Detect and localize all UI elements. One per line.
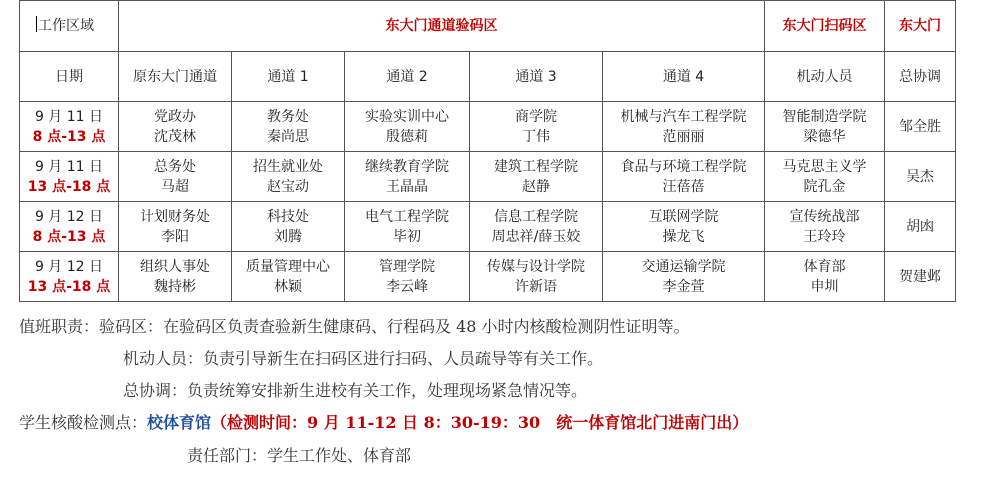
dept-text: 电气工程学院 <box>365 208 449 225</box>
work-area-label-cell[interactable] <box>20 1 119 52</box>
dept-text: 招生就业处 <box>253 158 323 175</box>
table-row <box>20 152 956 202</box>
col-header-original-channel: 原东大门通道 <box>119 52 232 102</box>
dept-text: 建筑工程学院 <box>494 158 578 175</box>
time-text: 8 点-13 点 <box>32 228 106 245</box>
dept-text: 质量管理中心 <box>246 258 330 275</box>
dept-text: 体育部 <box>803 258 846 275</box>
column-header-row <box>20 52 956 102</box>
dept-text: 组织人事处 <box>140 258 210 275</box>
person-text: 汪蓓蓓 <box>662 178 705 195</box>
date-text: 9 月 11 日 <box>34 108 104 125</box>
date-cell <box>20 102 119 152</box>
person-text: 秦尚思 <box>267 128 309 145</box>
date-text: 9 月 11 日 <box>34 158 104 175</box>
duty-line-3: 总协调：负责统筹安排新生进校有关工作，处理现场紧急情况等。 <box>123 381 588 400</box>
dept-text: 科技处 <box>267 208 309 225</box>
person-text: 林颖 <box>274 278 302 295</box>
person-text: 丁伟 <box>522 128 550 145</box>
table-cell <box>765 102 885 152</box>
table-row <box>20 102 956 152</box>
col-header-coordinator: 总协调 <box>885 52 956 102</box>
date-cell <box>20 152 119 202</box>
coordinator-cell: 邹全胜 <box>885 102 956 152</box>
table-cell <box>603 102 765 152</box>
duty-line-2: 机动人员：负责引导新生在扫码区进行扫码、人员疏导等有关工作。 <box>123 349 604 368</box>
table-header-row <box>20 1 956 52</box>
channel-area-header: 东大门通道验码区 <box>119 1 765 52</box>
person-text: 李云峰 <box>386 278 428 295</box>
person-text: 李金萱 <box>662 278 705 295</box>
table-cell <box>345 152 470 202</box>
dept-text: 实验实训中心 <box>365 108 449 125</box>
table-cell <box>345 252 470 302</box>
duty-prefix: 值班职责： <box>19 317 100 336</box>
col-header-channel-2: 通道 2 <box>345 52 470 102</box>
col-header-channel-4: 通道 4 <box>603 52 765 102</box>
dept-text: 宣传统战部 <box>789 208 860 225</box>
dept-text: 食品与环境工程学院 <box>620 158 747 175</box>
duty-schedule-table <box>19 0 956 302</box>
person-text: 操龙飞 <box>662 228 705 245</box>
table-cell <box>470 152 603 202</box>
table-cell <box>470 102 603 152</box>
gate-header: 东大门 <box>885 1 956 52</box>
person-text: 王玲玲 <box>803 228 846 245</box>
responsible-dept-line: 责任部门：学生工作处、体育部 <box>187 446 412 465</box>
dept-text: 继续教育学院 <box>365 158 449 175</box>
table-cell <box>119 202 232 252</box>
person-text: 周忠祥/薛玉姣 <box>491 228 581 245</box>
person-text: 范丽丽 <box>662 128 705 145</box>
coordinator-cell: 贺建邺 <box>885 252 956 302</box>
person-text: 王晶晶 <box>386 178 428 195</box>
table-cell <box>765 202 885 252</box>
time-text: 8 点-13 点 <box>32 128 106 145</box>
dept-text: 交通运输学院 <box>641 258 726 275</box>
col-header-date: 日期 <box>20 52 119 102</box>
coordinator-cell: 胡凼 <box>885 202 956 252</box>
person-text: 梁德华 <box>803 128 846 145</box>
person-text: 赵静 <box>522 178 550 195</box>
table-cell <box>345 102 470 152</box>
date-text: 9 月 12 日 <box>34 208 104 225</box>
table-cell <box>603 252 765 302</box>
dept-text: 商学院 <box>515 108 557 125</box>
dept-text: 计划财务处 <box>140 208 210 225</box>
person-text: 马超 <box>161 178 189 195</box>
table-cell <box>765 152 885 202</box>
person-text: 刘腾 <box>274 228 302 245</box>
date-text: 9 月 12 日 <box>34 258 104 275</box>
table-cell <box>232 152 345 202</box>
person-text: 殷德莉 <box>386 128 428 145</box>
table-cell <box>232 202 345 252</box>
person-text: 李阳 <box>161 228 189 245</box>
table-cell <box>119 152 232 202</box>
test-site-location: 校体育馆 <box>147 413 212 432</box>
table-cell <box>232 252 345 302</box>
duty-line-1 <box>19 314 690 337</box>
table-cell <box>232 102 345 152</box>
time-text: 13 点-18 点 <box>27 278 111 295</box>
person-text: 许新语 <box>515 278 557 295</box>
col-header-channel-3: 通道 3 <box>470 52 603 102</box>
dept-text: 管理学院 <box>379 258 435 275</box>
dept-text: 传媒与设计学院 <box>487 258 585 275</box>
person-text: 毕初 <box>393 228 421 245</box>
col-header-channel-1: 通道 1 <box>232 52 345 102</box>
test-site-detail: （检测时间：9 月 11-12 日 8：30-19：30 统一体育馆北门进南门出） <box>211 413 749 432</box>
time-text: 13 点-18 点 <box>27 178 111 195</box>
table-row <box>20 202 956 252</box>
duty-verify-text: 验码区：在验码区负责查验新生健康码、行程码及 48 小时内核酸检测阴性证明等。 <box>99 317 690 336</box>
person-text: 魏持彬 <box>154 278 196 295</box>
date-cell <box>20 252 119 302</box>
work-area-label: 工作区域 <box>38 18 94 34</box>
table-cell <box>470 202 603 252</box>
table-cell <box>119 252 232 302</box>
dept-text: 总务处 <box>154 158 196 175</box>
person-text: 沈茂林 <box>154 128 196 145</box>
table-cell <box>603 202 765 252</box>
person-text: 院孔金 <box>803 178 846 195</box>
test-site-prefix: 学生核酸检测点： <box>19 413 148 432</box>
table-cell <box>345 202 470 252</box>
person-text: 申圳 <box>810 278 839 295</box>
table-cell <box>119 102 232 152</box>
table-cell <box>765 252 885 302</box>
col-header-mobile-staff: 机动人员 <box>765 52 885 102</box>
dept-text: 党政办 <box>154 108 196 125</box>
table-row <box>20 252 956 302</box>
dept-text: 互联网学院 <box>648 208 719 225</box>
dept-text: 信息工程学院 <box>494 208 578 225</box>
table-cell <box>603 152 765 202</box>
dept-text: 马克思主义学 <box>782 158 867 175</box>
table-cell <box>470 252 603 302</box>
scan-area-header: 东大门扫码区 <box>765 1 885 52</box>
text-cursor <box>36 16 37 32</box>
date-cell <box>20 202 119 252</box>
test-site-line <box>19 410 748 433</box>
person-text: 赵宝动 <box>267 178 309 195</box>
dept-text: 教务处 <box>267 108 309 125</box>
dept-text: 机械与汽车工程学院 <box>620 108 747 125</box>
coordinator-cell: 吴杰 <box>885 152 956 202</box>
dept-text: 智能制造学院 <box>782 108 867 125</box>
